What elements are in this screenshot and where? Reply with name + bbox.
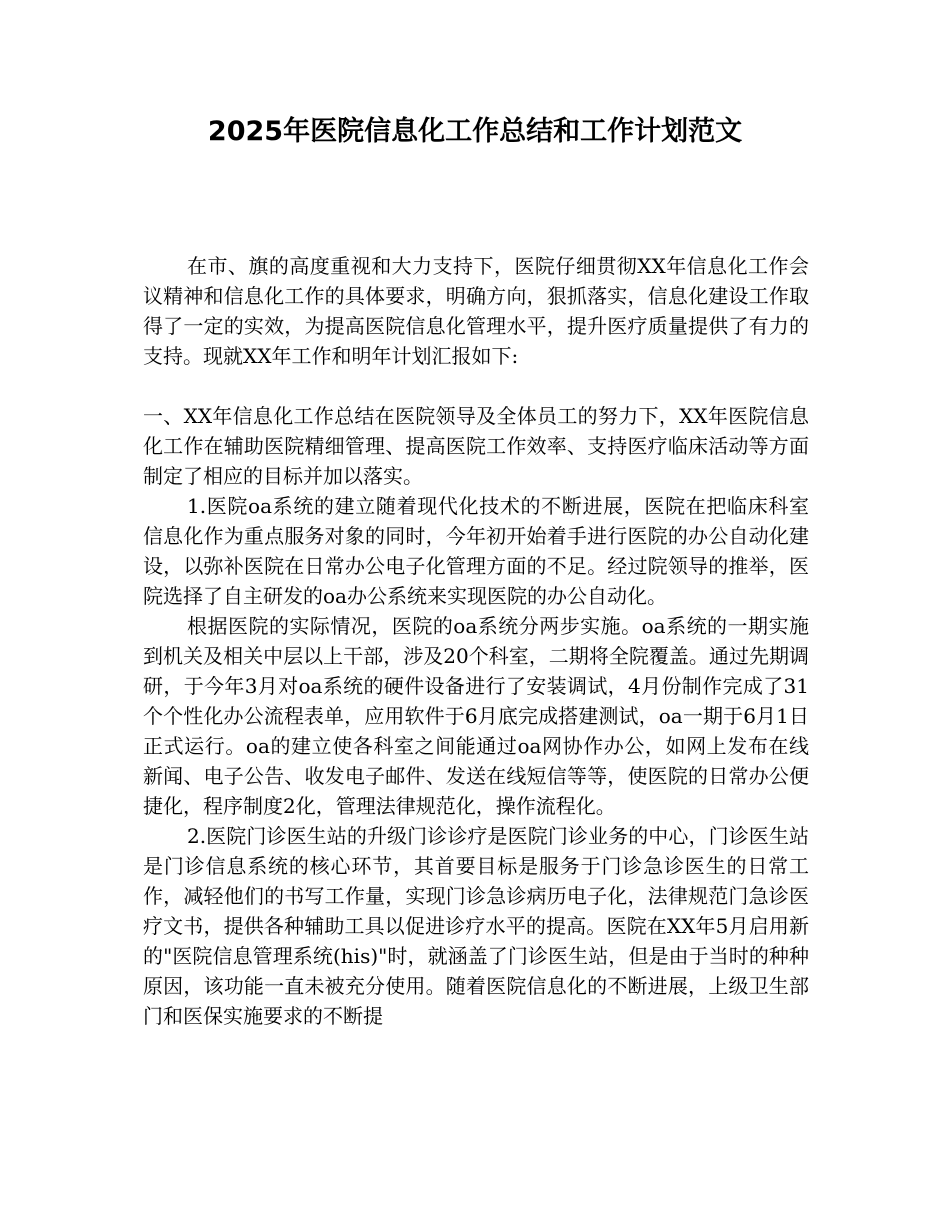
- paragraph-oa-system: 1.医院oa系统的建立随着现代化技术的不断进展，医院在把临床科室信息化作为重点服务对象的同时，今年初开始着手进行医院的办公自动化建设，以弥补医院在日常办公电子化管理方面的不足。经过院领导的推举，医院选择了自主研发的oa办公系统来实现医院的办公自动化。: [143, 494, 809, 608]
- paragraph-outpatient-doctor-station: 2.医院门诊医生站的升级门诊诊疗是医院门诊业务的中心，门诊医生站是门诊信息系统的核心环节，其首要目标是服务于门诊急诊医生的日常工作，减轻他们的书写工作量，实现门诊急诊病历电子化，法律规范门急诊医疗文书，提供各种辅助工具以促进诊疗水平的提高。医院在XX年5月启用新的"医院信息管理系统(his)"时，就涵盖了门诊医生站，但是由于当时的种种原因，该功能一直未被充分使用。随着医院信息化的不断进展，上级卫生部门和医保实施要求的不断提: [143, 824, 809, 1028]
- paragraph-oa-implementation: 根据医院的实际情况，医院的oa系统分两步实施。oa系统的一期实施到机关及相关中层以上干部，涉及20个科室，二期将全院覆盖。通过先期调研，于今年3月对oa系统的硬件设备进行了安装调试，4月份制作完成了31个个性化办公流程表单，应用软件于6月底完成搭建测试，oa一期于6月1日正式运行。oa的建立使各科室之间能通过oa网协作办公，如网上发布在线新闻、电子公告、收发电子邮件、发送在线短信等等，使医院的日常办公便捷化，程序制度2化，管理法律规范化，操作流程化。: [143, 614, 809, 818]
- paragraph-section-one-heading: 一、XX年信息化工作总结在医院领导及全体员工的努力下，XX年医院信息化工作在辅助医院精细管理、提高医院工作效率、支持医疗临床活动等方面制定了相应的目标并加以落实。: [143, 404, 809, 488]
- document-title: 2025年医院信息化工作总结和工作计划范文: [207, 116, 743, 147]
- document-body: [143, 251, 809, 1031]
- paragraph-intro: 在市、旗的高度重视和大力支持下，医院仔细贯彻XX年信息化工作会议精神和信息化工作的具体要求，明确方向，狠抓落实，信息化建设工作取得了一定的实效，为提高医院信息化管理水平，提升医疗质量提供了有力的支持。现就XX年工作和明年计划汇报如下:: [143, 254, 809, 368]
